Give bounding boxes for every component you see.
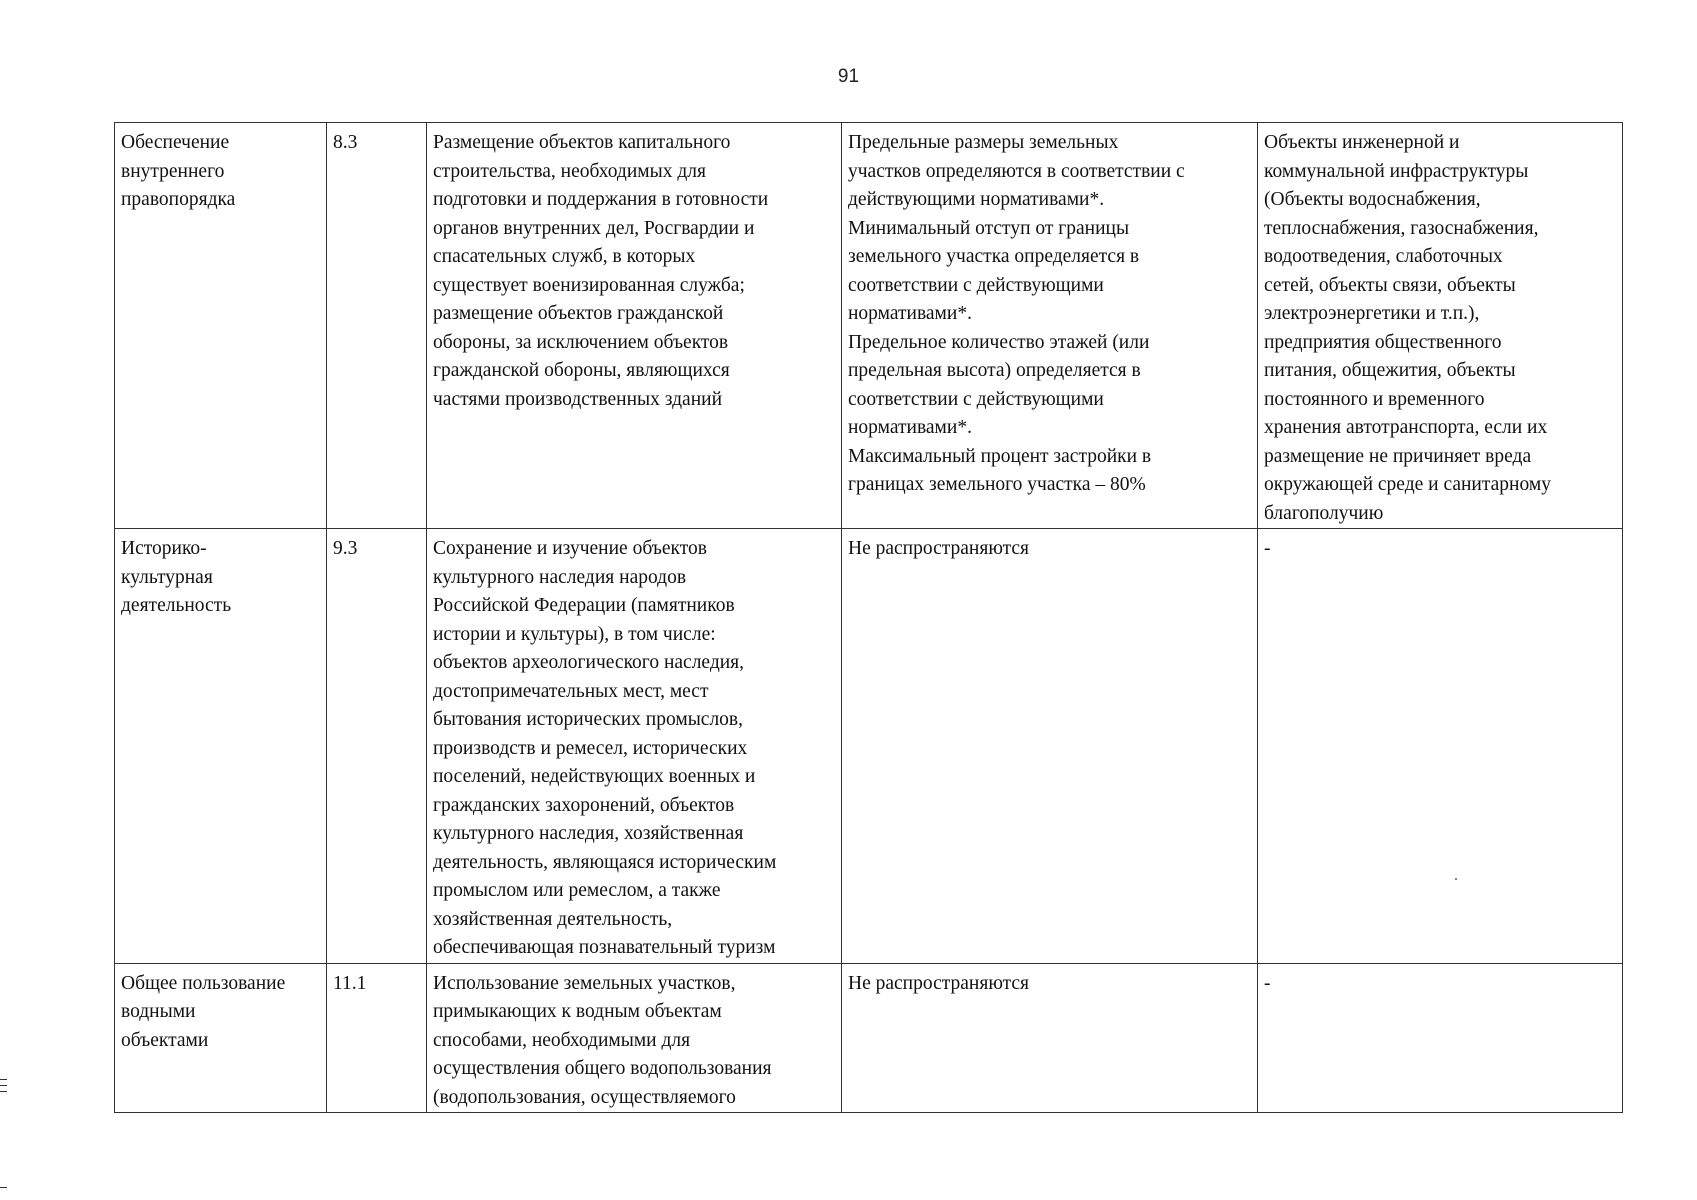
description-line: подготовки и поддержания в готовности bbox=[433, 189, 769, 210]
description-line: поселений, недействующих военных и bbox=[433, 766, 756, 787]
use-description-cell bbox=[427, 963, 842, 1113]
scan-margin-mark bbox=[0, 1079, 7, 1080]
auxiliary-line: коммунальной инфраструктуры bbox=[1264, 160, 1529, 182]
description-line: осуществления общего водопользования bbox=[433, 1058, 772, 1079]
use-name-line: объектами bbox=[121, 1029, 209, 1051]
use-name-line: Общее пользование bbox=[121, 972, 286, 994]
parameters-line: Максимальный процент застройки в bbox=[848, 445, 1152, 467]
parameters-line: участков определяются в соответствии с bbox=[848, 160, 1185, 182]
parameters-line: соответствии с действующими bbox=[848, 274, 1104, 296]
description-line: способами, необходимыми для bbox=[433, 1029, 691, 1051]
use-name-cell bbox=[115, 529, 327, 964]
auxiliary-line: водоотведения, слаботочных bbox=[1264, 246, 1503, 267]
description-line: (водопользования, осуществляемого bbox=[433, 1086, 736, 1108]
use-name-line: Обеспечение bbox=[121, 132, 230, 153]
parameters-line: Предельные размеры земельных bbox=[848, 132, 1119, 153]
auxiliary-line: Объекты инженерной и bbox=[1264, 132, 1460, 153]
description-line: примыкающих к водным объектам bbox=[433, 1001, 722, 1022]
description-line: деятельность, являющаяся историческим bbox=[433, 851, 777, 873]
auxiliary-line: хранения автотранспорта, если их bbox=[1264, 417, 1548, 438]
parameters-cell bbox=[842, 963, 1258, 1113]
use-description-cell bbox=[427, 123, 842, 529]
use-name-line: правопорядка bbox=[121, 189, 236, 210]
description-line: обеспечивающая познавательный туризм bbox=[433, 937, 776, 958]
auxiliary-uses-cell bbox=[1258, 963, 1623, 1113]
auxiliary-line: (Объекты водоснабжения, bbox=[1264, 189, 1481, 210]
scan-margin-mark bbox=[0, 1091, 7, 1092]
description-line: культурного наследия народов bbox=[433, 566, 687, 588]
parameters-line: Не распространяются bbox=[848, 972, 1030, 994]
use-code: 9.3 bbox=[333, 538, 358, 559]
description-line: Использование земельных участков, bbox=[433, 972, 736, 994]
table-row bbox=[115, 123, 1623, 529]
scan-margin-mark bbox=[0, 1085, 7, 1086]
use-name-line: деятельность bbox=[121, 595, 232, 616]
description-line: спасательных служб, в которых bbox=[433, 246, 696, 267]
use-code-cell bbox=[327, 963, 427, 1113]
parameters-line: Минимальный отступ от границы bbox=[848, 217, 1130, 239]
use-code-cell bbox=[327, 123, 427, 529]
use-name-cell bbox=[115, 963, 327, 1113]
description-line: строительства, необходимых для bbox=[433, 160, 706, 182]
use-name-cell bbox=[115, 123, 327, 529]
table-row bbox=[115, 529, 1623, 964]
auxiliary-line: постоянного и временного bbox=[1264, 388, 1485, 410]
auxiliary-line: сетей, объекты связи, объекты bbox=[1264, 274, 1516, 296]
auxiliary-line: окружающей среде и санитарному bbox=[1264, 474, 1551, 495]
parameters-line: Не распространяются bbox=[848, 538, 1030, 559]
parameters-line: соответствии с действующими bbox=[848, 388, 1104, 410]
use-name-line: внутреннего bbox=[121, 160, 225, 182]
land-use-table bbox=[114, 122, 1623, 1113]
parameters-line: нормативами*. bbox=[848, 417, 972, 438]
auxiliary-line: предприятия общественного bbox=[1264, 331, 1502, 353]
parameters-line: нормативами*. bbox=[848, 303, 972, 324]
use-name-line: Историко- bbox=[121, 538, 207, 559]
auxiliary-uses-cell bbox=[1258, 123, 1623, 529]
auxiliary-line: размещение не причиняет вреда bbox=[1264, 445, 1532, 467]
use-code-cell bbox=[327, 529, 427, 964]
description-line: органов внутренних дел, Росгвардии и bbox=[433, 217, 755, 239]
parameters-line: действующими нормативами*. bbox=[848, 189, 1105, 210]
description-line: достопримечательных мест, мест bbox=[433, 680, 709, 702]
description-line: Сохранение и изучение объектов bbox=[433, 538, 707, 559]
description-line: частями производственных зданий bbox=[433, 388, 723, 410]
parameters-line: земельного участка определяется в bbox=[848, 246, 1140, 267]
auxiliary-line: электроэнергетики и т.п.), bbox=[1264, 303, 1480, 324]
use-name-line: культурная bbox=[121, 566, 213, 588]
description-line: промыслом или ремеслом, а также bbox=[433, 880, 721, 901]
parameters-line: границах земельного участка – 80% bbox=[848, 474, 1146, 495]
parameters-line: Предельное количество этажей (или bbox=[848, 331, 1150, 353]
scan-speck bbox=[1455, 878, 1457, 880]
use-name-line: водными bbox=[121, 1001, 196, 1022]
auxiliary-uses-cell bbox=[1258, 529, 1623, 964]
table-row bbox=[115, 963, 1623, 1113]
use-description-cell bbox=[427, 529, 842, 964]
description-line: производств и ремесел, исторических bbox=[433, 737, 748, 759]
description-line: существует военизированная служба; bbox=[433, 274, 745, 296]
auxiliary-line: - bbox=[1264, 538, 1271, 559]
auxiliary-line: - bbox=[1264, 972, 1271, 994]
description-line: гражданских захоронений, объектов bbox=[433, 794, 735, 816]
description-line: культурного наследия, хозяйственная bbox=[433, 823, 744, 844]
description-line: истории и культуры), в том числе: bbox=[433, 623, 716, 645]
description-line: бытования исторических промыслов, bbox=[433, 709, 744, 730]
description-line: Российской Федерации (памятников bbox=[433, 595, 735, 616]
auxiliary-line: теплоснабжения, газоснабжения, bbox=[1264, 217, 1539, 239]
description-line: Размещение объектов капитального bbox=[433, 132, 731, 153]
description-line: размещение объектов гражданской bbox=[433, 303, 724, 324]
description-line: хозяйственная деятельность, bbox=[433, 908, 673, 930]
scan-margin-mark bbox=[0, 1187, 7, 1188]
auxiliary-line: питания, общежития, объекты bbox=[1264, 360, 1516, 381]
page-number: 91 bbox=[837, 66, 860, 87]
parameters-line: предельная высота) определяется в bbox=[848, 360, 1141, 381]
parameters-cell bbox=[842, 123, 1258, 529]
description-line: обороны, за исключением объектов bbox=[433, 331, 729, 353]
description-line: гражданской обороны, являющихся bbox=[433, 360, 730, 381]
auxiliary-line: благополучию bbox=[1264, 502, 1384, 524]
description-line: объектов археологического наследия, bbox=[433, 652, 745, 673]
use-code: 11.1 bbox=[333, 972, 367, 994]
parameters-cell bbox=[842, 529, 1258, 964]
use-code: 8.3 bbox=[333, 132, 358, 153]
